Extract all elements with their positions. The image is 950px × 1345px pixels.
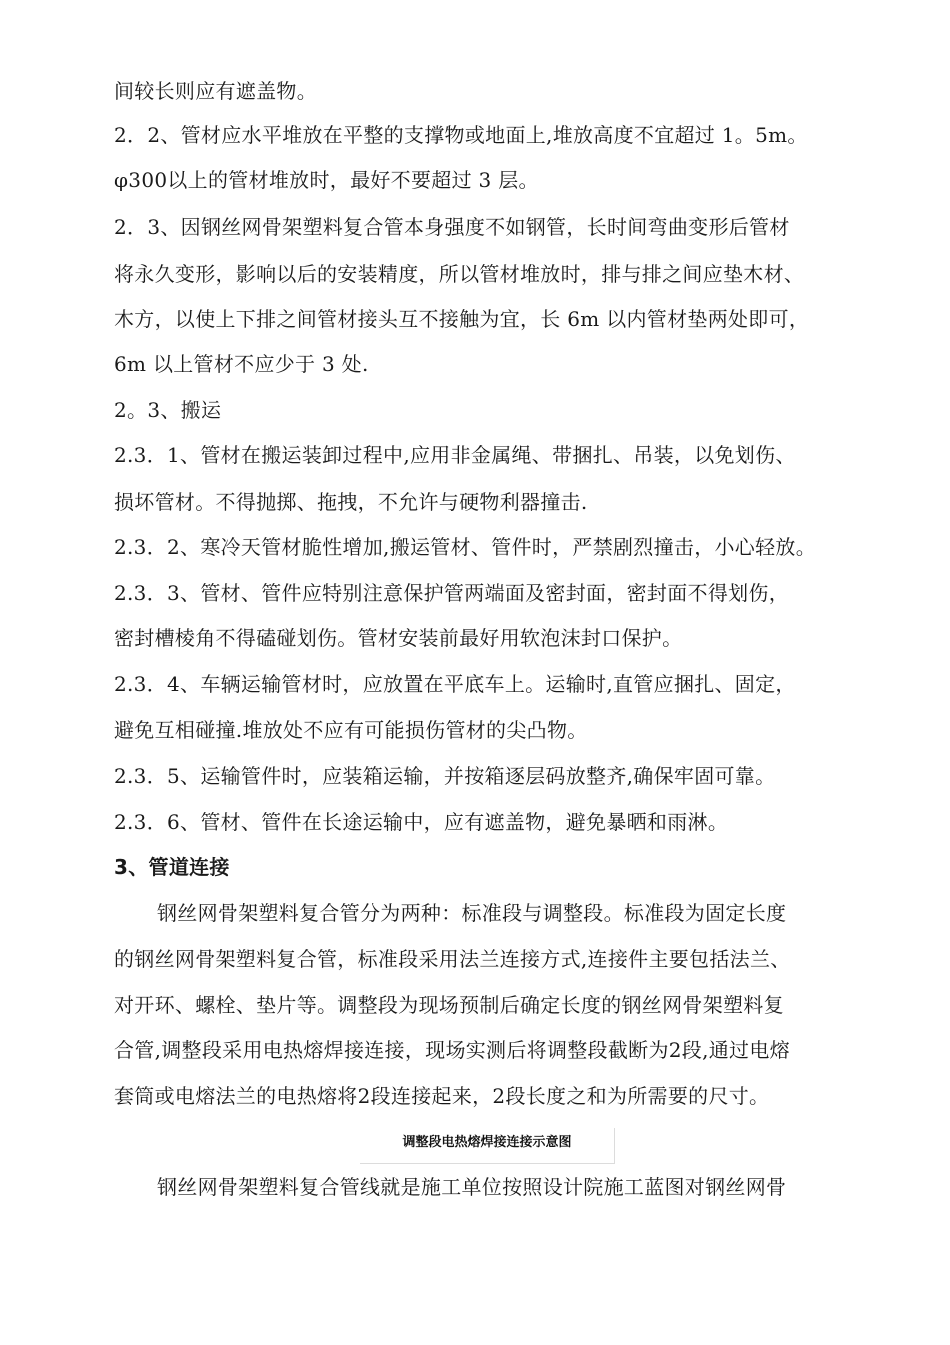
text-line-9: 2.3．1、管材在搬运装卸过程中,应用非金属绳、带捆扎、吊装，以免划伤、 — [114, 443, 796, 467]
paragraph-line-5: 套筒或电熔法兰的电热熔将2段连接起来，2段长度之和为所需要的尺寸。 — [114, 1084, 770, 1108]
paragraph-line-2: 的钢丝网骨架塑料复合管，标准段采用法兰连接方式,连接件主要包括法兰、 — [114, 947, 791, 971]
text-line-4: 2．3、因钢丝网骨架塑料复合管本身强度不如钢管，长时间弯曲变形后管材 — [114, 215, 790, 239]
text-line-10: 损坏管材。不得抛掷、拖拽，不允许与硬物利器撞击. — [114, 490, 588, 514]
text-line-6: 木方，以使上下排之间管材接头互不接触为宜，长 6m 以内管材垫两处即可， — [114, 307, 810, 331]
text-line-2: 2．2、管材应水平堆放在平整的支撑物或地面上,堆放高度不宜超过 1。5m。 — [114, 123, 808, 147]
text-line-12: 2.3．3、管材、管件应特别注意保护管两端面及密封面，密封面不得划伤， — [114, 581, 790, 605]
text-line-3: φ300以上的管材堆放时，最好不要超过 3 层。 — [114, 168, 539, 192]
paragraph-line-4: 合管,调整段采用电热熔焊接连接，现场实测后将调整段截断为2段,通过电熔 — [114, 1038, 790, 1062]
paragraph-line-1: 钢丝网骨架塑料复合管分为两种：标准段与调整段。标准段为固定长度 — [157, 901, 787, 925]
text-line-11: 2.3．2、寒冷天管材脆性增加,搬运管材、管件时，严禁剧烈撞击，小心轻放。 — [114, 535, 816, 559]
text-line-14: 2.3．4、车辆运输管材时，应放置在平底车上。运输时,直管应捆扎、固定， — [114, 672, 796, 696]
text-line-13: 密封槽棱角不得磕碰划伤。管材安装前最好用软泡沫封口保护。 — [114, 626, 683, 650]
paragraph-line-3: 对开环、螺栓、垫片等。调整段为现场预制后确定长度的钢丝网骨架塑料复 — [114, 993, 784, 1017]
text-line-17: 2.3．6、管材、管件在长途运输中，应有遮盖物，避免暴晒和雨淋。 — [114, 810, 729, 834]
figure-caption: 调整段电热熔焊接连接示意图 — [360, 1128, 615, 1164]
text-line-15: 避免互相碰撞.堆放处不应有可能损伤管材的尖凸物。 — [114, 718, 588, 742]
subsection-title-2-3: 2。3、搬运 — [114, 398, 222, 422]
text-line-7: 6m 以上管材不应少于 3 处. — [114, 352, 369, 376]
text-line-16: 2.3．5、运输管件时，应装箱运输，并按箱逐层码放整齐,确保牢固可靠。 — [114, 764, 776, 788]
paragraph-next-line: 钢丝网骨架塑料复合管线就是施工单位按照设计院施工蓝图对钢丝网骨 — [157, 1175, 787, 1199]
text-line-1: 间较长则应有遮盖物。 — [114, 79, 317, 103]
text-line-5: 将永久变形，影响以后的安装精度，所以管材堆放时，排与排之间应垫木材、 — [114, 262, 805, 286]
section-heading: 3、管道连接 — [114, 855, 230, 879]
